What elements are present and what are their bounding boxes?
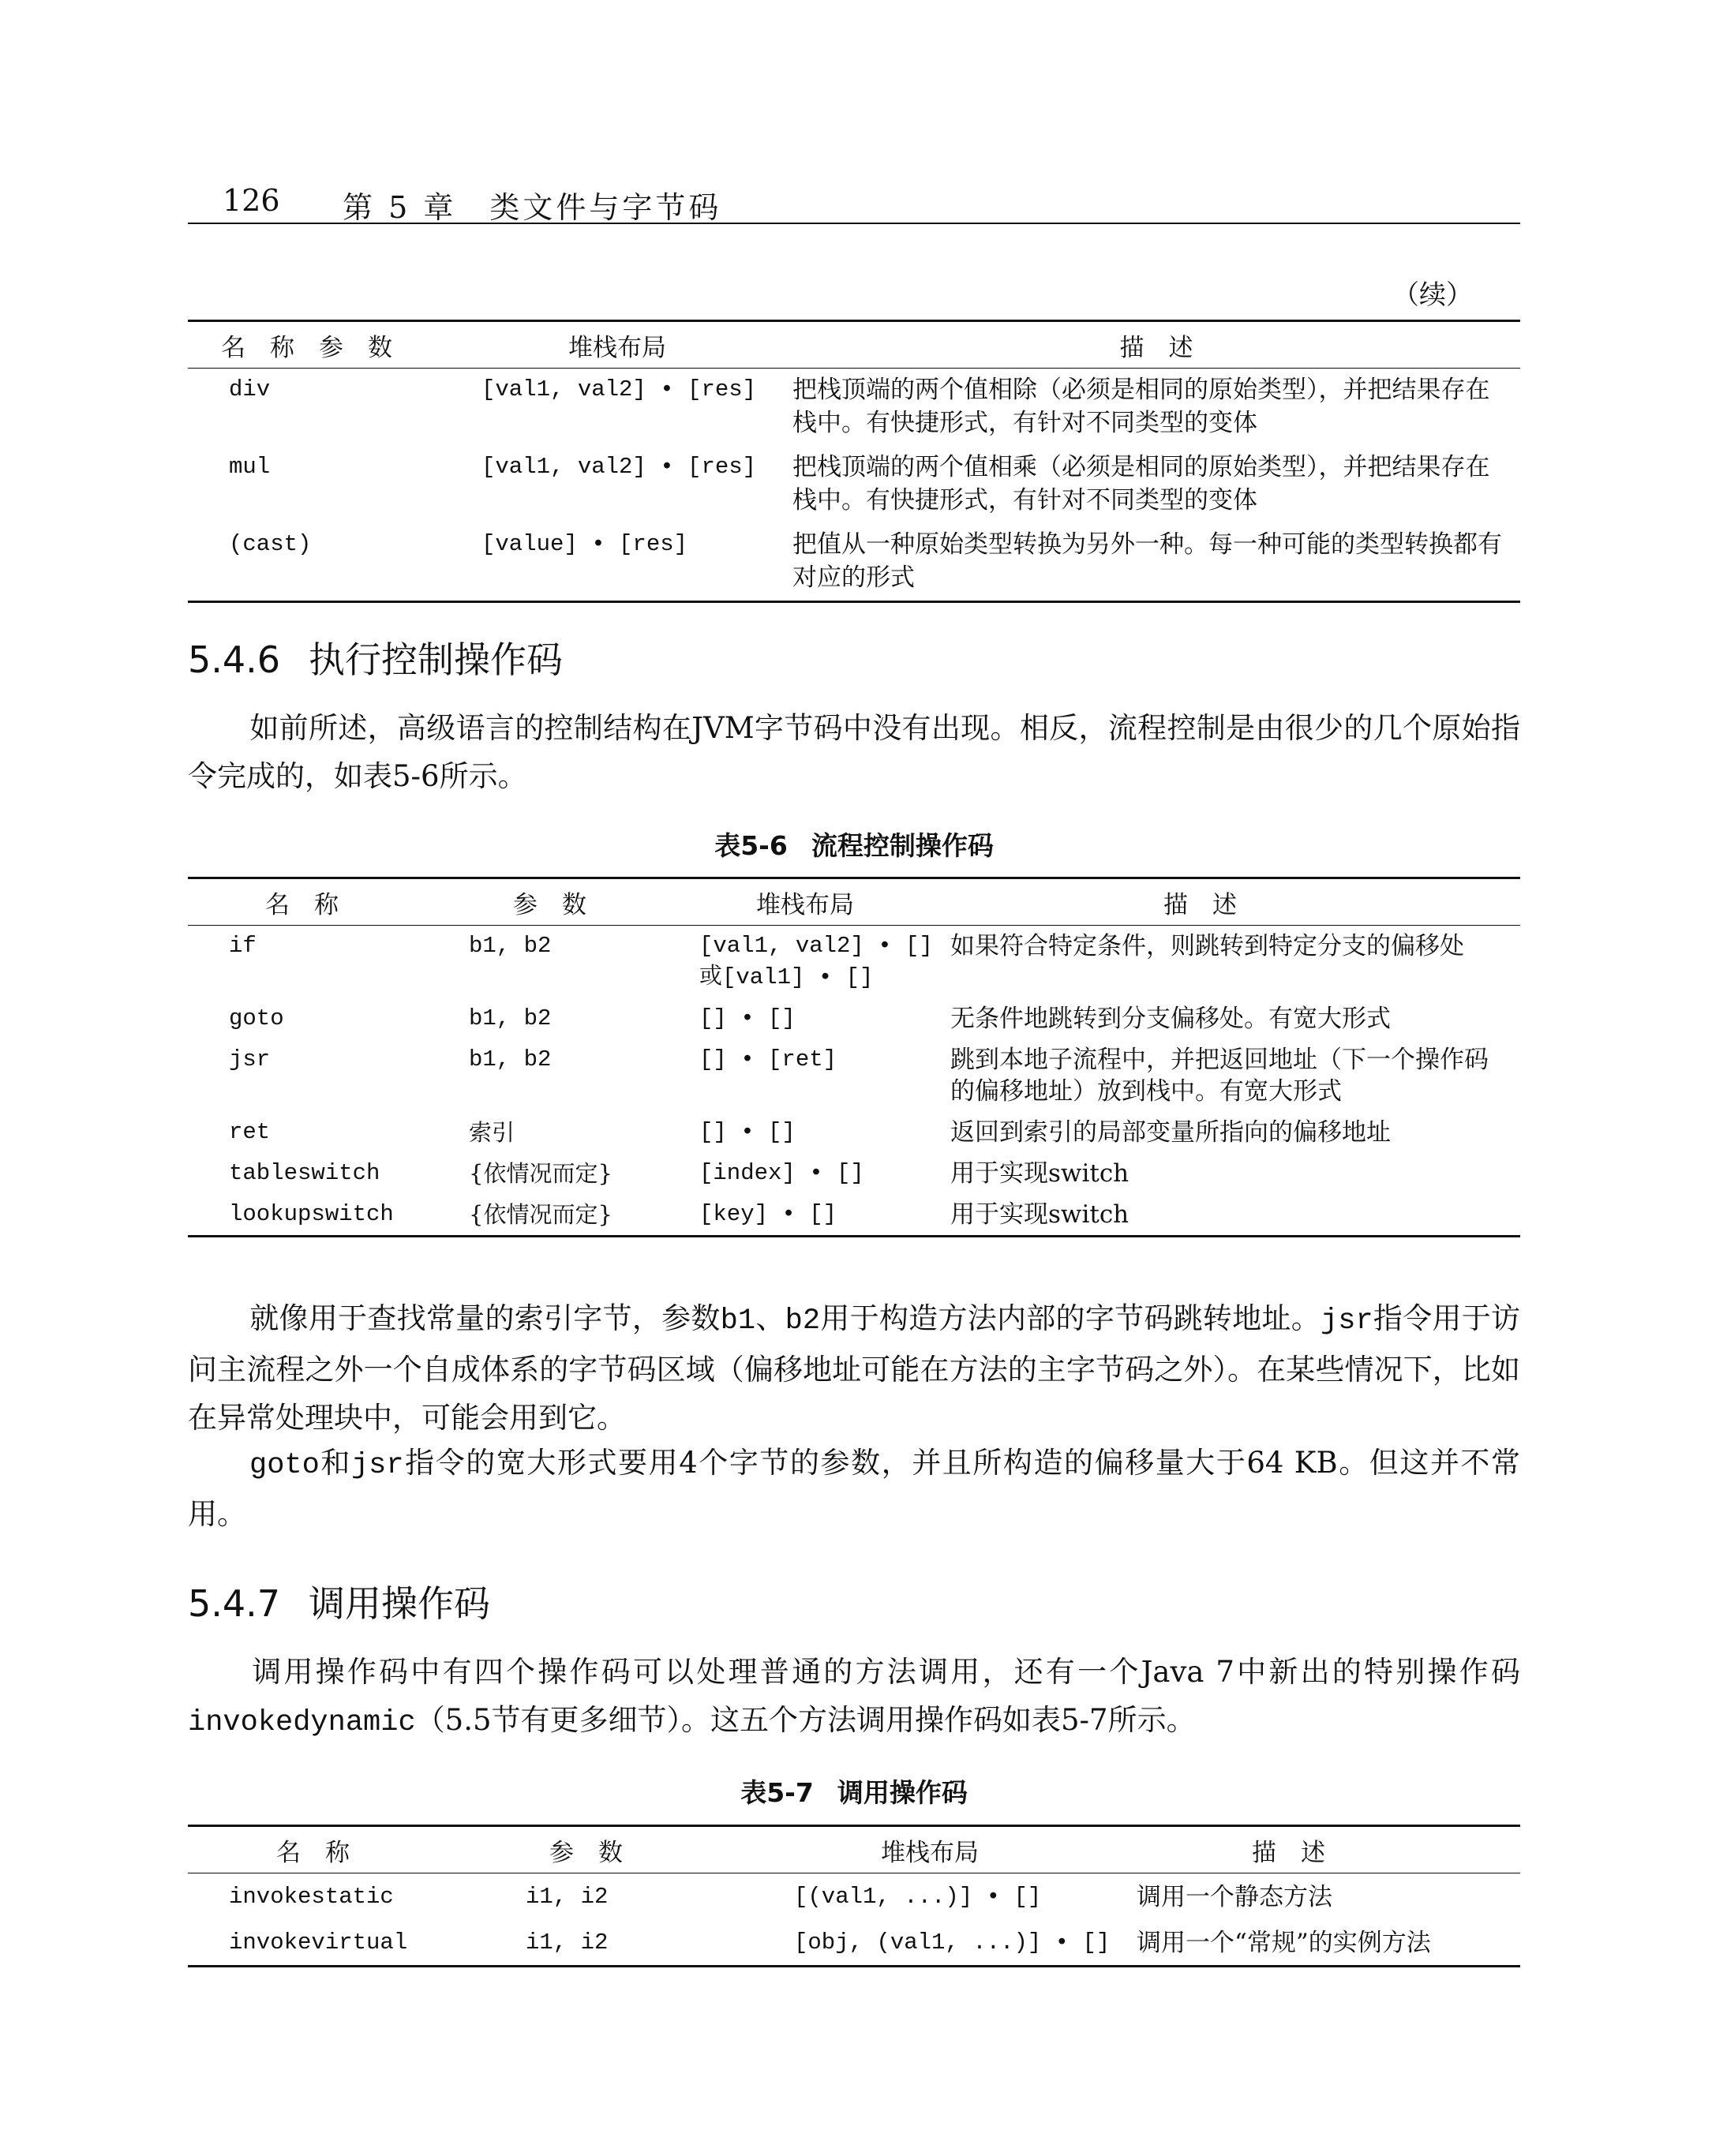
stack-layout: [(val1, ...)] • [] <box>794 1884 1042 1910</box>
opcode-args: 索引 <box>469 1119 515 1146</box>
opcode-name: lookupswitch <box>188 1194 469 1237</box>
stack-layout: [] • [] <box>699 1005 796 1031</box>
control-flow-opcode-table <box>188 877 1520 1237</box>
paragraph-text: 和 <box>319 1446 351 1480</box>
table-row <box>188 369 1520 447</box>
caption-number: 表5-7 <box>740 1777 814 1808</box>
opcode-description: 把栈顶端的两个值相除（必须是相同的原始类型），并把结果存在栈中。有快捷形式，有针对不同类型的变体 <box>792 376 1490 437</box>
inline-code: jsr <box>1321 1304 1373 1338</box>
paragraph-text: 指令的宽大形式要用4个字节的参数，并且所构造的偏移量大于64 KB。但这并不常用。 <box>188 1446 1520 1531</box>
inline-code: invokedynamic <box>188 1706 416 1739</box>
paragraph-text: 调用操作码中有四个操作码可以处理普通的方法调用，还有一个Java 7中新出的特别操作码 <box>249 1655 1520 1689</box>
col-header-stack: 堆栈布局 <box>699 878 950 926</box>
paragraph-text: 、 <box>755 1301 785 1335</box>
running-header <box>188 180 1520 224</box>
invoke-opcode-table <box>188 1825 1520 1967</box>
opcode-description: 把栈顶端的两个值相乘（必须是相同的原始类型），并把结果存在栈中。有快捷形式，有针对不同类型的变体 <box>792 453 1490 515</box>
col-header-name-args: 名 称 参 数 <box>188 321 481 369</box>
opcode-name: div <box>229 376 271 402</box>
col-header-desc: 描 述 <box>792 321 1520 369</box>
opcode-name: ret <box>229 1119 271 1145</box>
table-row <box>188 1112 1520 1153</box>
inline-code: jsr <box>350 1449 404 1482</box>
table-row <box>188 1873 1520 1920</box>
section-heading-5-4-6 <box>188 631 563 683</box>
opcode-table-continued <box>188 320 1520 603</box>
col-header-name: 名 称 <box>188 1826 497 1873</box>
table-caption-5-6 <box>188 825 1520 863</box>
paragraph-text: 指令用于访问主流程之外一个自成体系的字节码区域（偏移地址可能在方法的主字节码之外）。在某些情况下，比如在异常处理块中，可能会用到它。 <box>188 1301 1521 1435</box>
caption-number: 表5-6 <box>714 830 788 861</box>
table-row <box>188 523 1520 602</box>
stack-layout: [val1, val2] • []或[val1] • [] <box>699 933 933 990</box>
opcode-name: goto <box>229 1005 284 1031</box>
stack-layout: [] • [] <box>699 1119 796 1145</box>
col-header-stack: 堆栈布局 <box>747 1826 1137 1873</box>
caption-title: 调用操作码 <box>837 1777 968 1808</box>
stack-layout: [obj, (val1, ...)] • [] <box>747 1919 1137 1967</box>
paragraph-text: 如前所述，高级语言的控制结构在JVM字节码中没有出现。相反，流程控制是由很少的几个原始指令完成的，如表5-6所示。 <box>188 711 1520 793</box>
paragraph-text: （5.5节有更多细节）。这五个方法调用操作码如表5-7所示。 <box>415 1703 1196 1737</box>
opcode-args: b1, b2 <box>469 1005 552 1031</box>
table-header-row <box>188 878 1520 926</box>
opcode-description: 把值从一种原始类型转换为另外一种。每一种可能的类型转换都有对应的形式 <box>792 523 1520 602</box>
paragraph <box>188 704 1520 800</box>
opcode-description: 如果符合特定条件，则跳转到特定分支的偏移处 <box>950 932 1464 960</box>
opcode-name: if <box>229 933 257 959</box>
continued-label: （续） <box>1392 279 1473 311</box>
stack-layout: [value] • [res] <box>481 523 792 602</box>
table-row <box>188 1039 1520 1112</box>
paragraph-text: 用于构造方法内部的字节码跳转地址。 <box>820 1301 1321 1335</box>
opcode-description: 调用一个静态方法 <box>1137 1883 1332 1911</box>
table-row <box>188 998 1520 1039</box>
opcode-name: invokestatic <box>229 1884 394 1910</box>
col-header-stack: 堆栈布局 <box>481 321 792 369</box>
stack-layout: [key] • [] <box>699 1194 950 1237</box>
table-row <box>188 1153 1520 1194</box>
opcode-args: b1, b2 <box>469 1046 552 1072</box>
paragraph <box>188 1294 1520 1442</box>
opcode-name: tableswitch <box>229 1160 380 1186</box>
caption-title: 流程控制操作码 <box>811 830 994 861</box>
header-rule <box>188 223 1520 224</box>
book-page <box>188 0 1520 2156</box>
section-heading-5-4-7 <box>188 1575 490 1627</box>
opcode-name: mul <box>229 454 271 480</box>
opcode-name: (cast) <box>188 523 481 602</box>
stack-layout: [] • [ret] <box>699 1046 837 1072</box>
opcode-args: b1, b2 <box>469 933 552 959</box>
stack-layout: [index] • [] <box>699 1160 864 1186</box>
table-caption-5-7 <box>188 1772 1520 1810</box>
table-row <box>188 446 1520 523</box>
paragraph-text: 就像用于查找常量的索引字节，参数 <box>249 1301 721 1335</box>
section-title: 调用操作码 <box>309 1582 491 1625</box>
page-number: 126 <box>223 183 280 218</box>
opcode-args: i1, i2 <box>497 1919 747 1967</box>
chapter-title: 第 5 章 类文件与字节码 <box>343 190 722 225</box>
paragraph <box>188 1648 1520 1747</box>
table-row <box>188 926 1520 999</box>
stack-layout: [val1, val2] • [res] <box>481 376 757 402</box>
opcode-description: 调用一个“常规”的实例方法 <box>1137 1919 1520 1967</box>
table-header-row <box>188 321 1520 369</box>
stack-layout: [val1, val2] • [res] <box>481 454 757 480</box>
section-title: 执行控制操作码 <box>309 638 564 681</box>
opcode-args: {依情况而定} <box>469 1160 613 1187</box>
col-header-desc: 描 述 <box>950 878 1520 926</box>
opcode-description: 无条件地跳转到分支偏移处。有宽大形式 <box>950 1005 1391 1033</box>
table-header-row <box>188 1826 1520 1873</box>
table-row <box>188 1194 1520 1237</box>
col-header-args: 参 数 <box>497 1826 747 1873</box>
table-row <box>188 1919 1520 1967</box>
opcode-description: 跳到本地子流程中，并把返回地址（下一个操作码的偏移地址）放到栈中。有宽大形式 <box>950 1046 1489 1106</box>
paragraph <box>188 1439 1520 1538</box>
col-header-desc: 描 述 <box>1137 1826 1520 1873</box>
section-number: 5.4.7 <box>188 1582 281 1625</box>
opcode-args: i1, i2 <box>526 1884 609 1910</box>
col-header-name: 名 称 <box>188 878 469 926</box>
opcode-name: invokevirtual <box>188 1919 497 1967</box>
inline-code: b2 <box>785 1304 821 1338</box>
opcode-description: 用于实现switch <box>950 1159 1129 1188</box>
section-number: 5.4.6 <box>188 638 281 681</box>
col-header-args: 参 数 <box>469 878 699 926</box>
opcode-description: 用于实现switch <box>950 1194 1520 1237</box>
opcode-description: 返回到索引的局部变量所指向的偏移地址 <box>950 1118 1391 1147</box>
inline-code: b1 <box>720 1304 756 1338</box>
opcode-name: jsr <box>229 1046 271 1072</box>
opcode-args: {依情况而定} <box>469 1194 699 1237</box>
inline-code: goto <box>249 1449 320 1482</box>
